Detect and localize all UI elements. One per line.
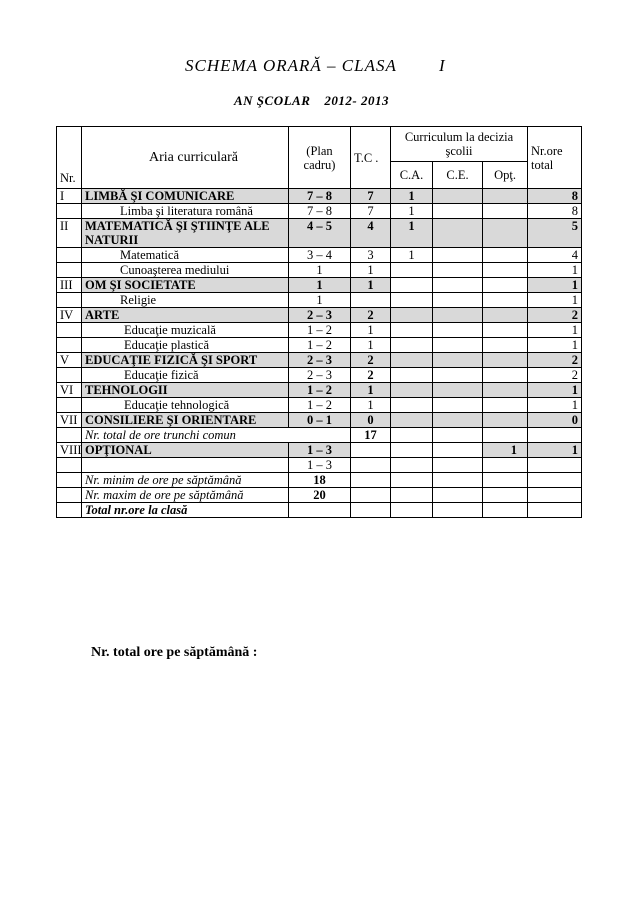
table-row: Nr. total de ore trunchi comun 17 [57,428,582,443]
schedule-table [56,126,582,518]
table-row: Religie 1 1 [57,293,582,308]
table-row: I LIMBĂ ŞI COMUNICARE 7 – 8 7 1 8 [57,189,582,204]
table-row: V EDUCAŢIE FIZICĂ ŞI SPORT 2 – 3 2 2 [57,353,582,368]
table-row: VI TEHNOLOGII 1 – 2 1 1 [57,383,582,398]
header-tc: T.C . [351,127,391,189]
table-row: Nr. minim de ore pe săptămână 18 [57,473,582,488]
table-row: Limba şi literatura română 7 – 8 7 1 8 [57,204,582,219]
header-plan: (Plan cadru) [289,127,351,189]
table-row: Educaţie plastică 1 – 2 1 1 [57,338,582,353]
table-row: Total nr.ore la clasă [57,503,582,518]
page-subtitle [234,93,389,109]
header-ca: C.A. [391,161,433,188]
table-row: VII CONSILIERE ŞI ORIENTARE 0 – 1 0 0 [57,413,582,428]
table-row: II MATEMATICĂ ŞI ŞTIINŢE ALE NATURII 4 – 5 4 1 5 [57,219,582,248]
table-header-row [57,127,582,162]
table-row: Cunoaşterea mediului 1 1 1 [57,263,582,278]
subtitle-label: AN ŞCOLAR [234,93,311,108]
table-row: Educaţie tehnologică 1 – 2 1 1 [57,398,582,413]
header-aria: Aria curriculară [82,127,289,189]
subtitle-year: 2012- 2013 [324,93,389,108]
header-nr: Nr. [57,127,82,189]
table-row: 1 – 3 [57,458,582,473]
header-total: Nr.ore total [528,127,582,189]
table-row: VIII OPŢIONAL 1 – 3 1 1 [57,443,582,458]
weekly-total-label: Nr. total ore pe săptămână : [91,645,258,660]
table-row: Nr. maxim de ore pe săptămână 20 [57,488,582,503]
table-row: Educaţie fizică 2 – 3 2 2 [57,368,582,383]
title-main: SCHEMA ORARĂ – CLASA [185,56,397,75]
header-cds: Curriculum la decizia şcolii [391,127,528,162]
title-class: I [439,56,446,75]
header-opt: Opţ. [483,161,528,188]
header-ce: C.E. [433,161,483,188]
table-row: IV ARTE 2 – 3 2 2 [57,308,582,323]
table-row: III OM ŞI SOCIETATE 1 1 1 [57,278,582,293]
table-row: Educaţie muzicală 1 – 2 1 1 [57,323,582,338]
table-row: Matematică 3 – 4 3 1 4 [57,248,582,263]
